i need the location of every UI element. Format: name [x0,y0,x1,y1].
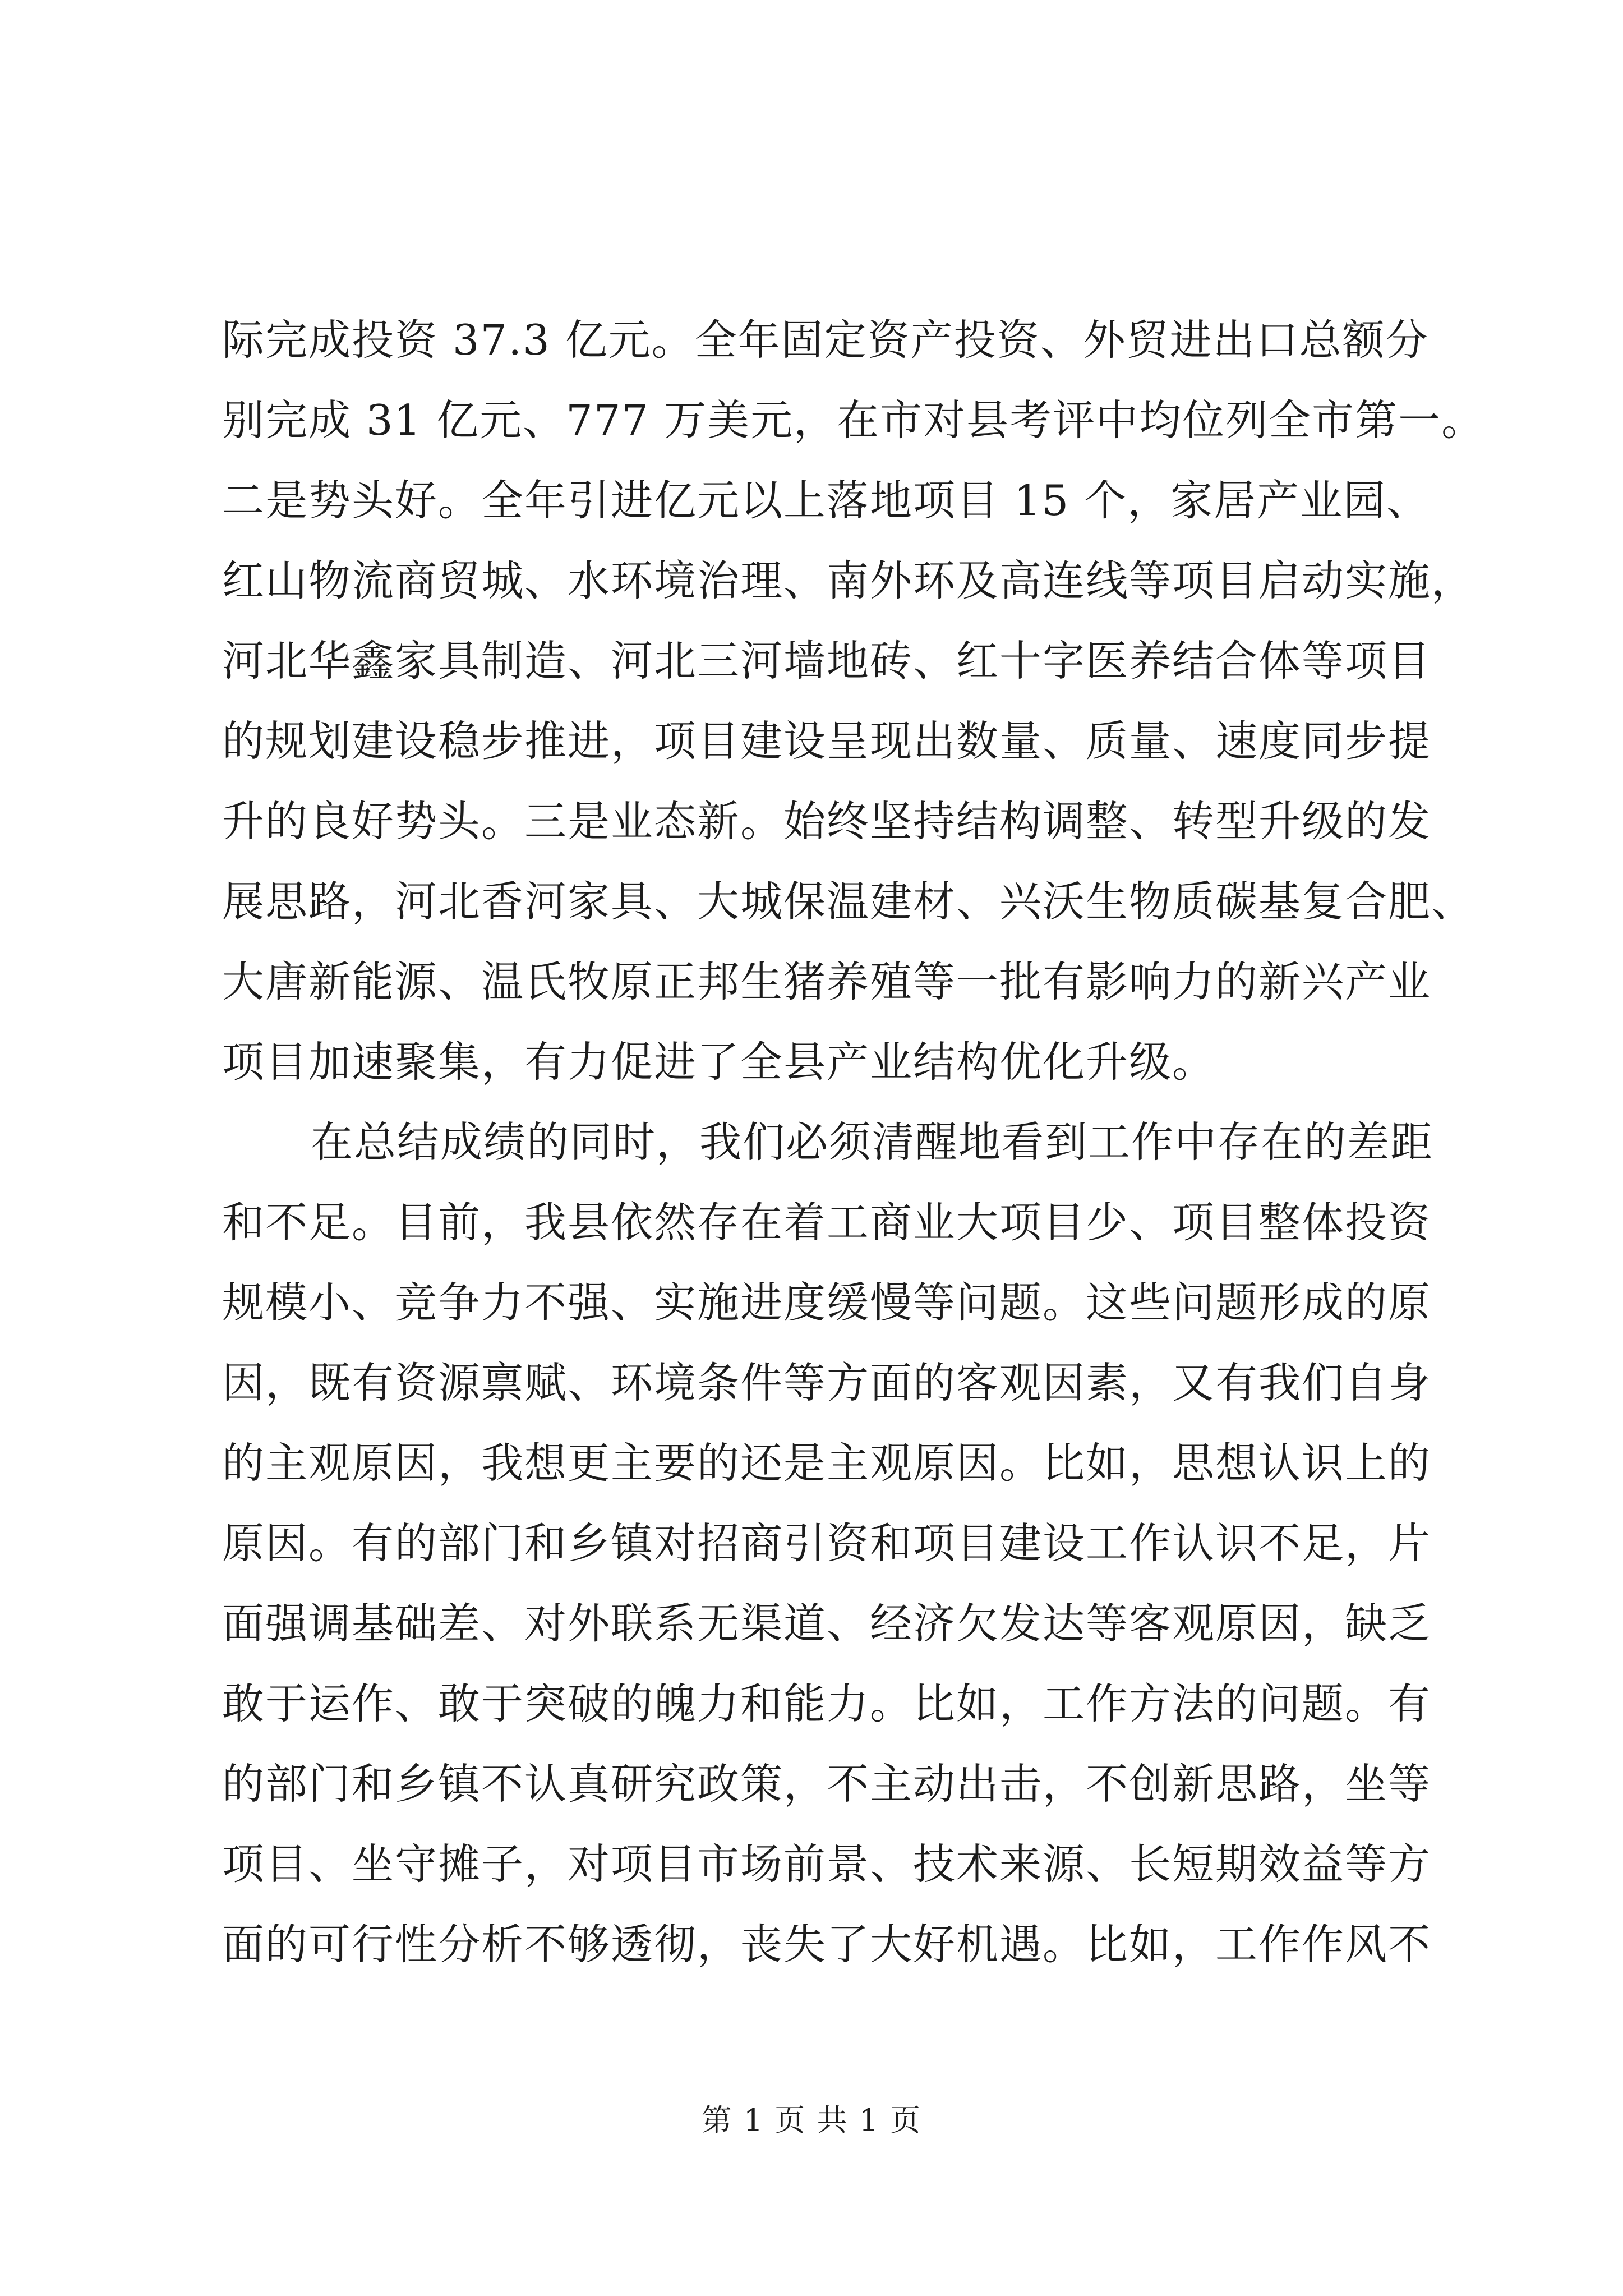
text-line: 和不足。目前，我县依然存在着工商业大项目少、项目整体投资 [222,1198,1432,1247]
page-number: 第 1 页 共 1 页 [701,2102,922,2138]
text-line: 因，既有资源禀赋、环境条件等方面的客观因素，又有我们自身 [222,1358,1432,1407]
text-line: 展思路，河北香河家具、大城保温建材、兴沃生物质碳基复合肥、 [222,877,1475,926]
text-line: 升的良好势头。三是业态新。始终坚持结构调整、转型升级的发 [222,797,1432,846]
text-line: 红山物流商贸城、水环境治理、南外环及高连线等项目启动实施， [222,556,1475,605]
text-line: 际完成投资 37.3 亿元。全年固定资产投资、外贸进出口总额分 [222,315,1429,365]
text-line: 原因。有的部门和乡镇对招商引资和项目建设工作认识不足，片 [222,1519,1432,1568]
text-line: 河北华鑫家具制造、河北三河墙地砖、红十字医养结合体等项目 [222,636,1432,685]
text-line: 的规划建设稳步推进，项目建设呈现出数量、质量、速度同步提 [222,716,1432,766]
text-line: 项目、坐守摊子，对项目市场前景、技术来源、长短期效益等方 [222,1839,1432,1889]
text-line: 面的可行性分析不够透彻，丧失了大好机遇。比如，工作作风不 [222,1920,1432,1969]
text-line: 的主观原因，我想更主要的还是主观原因。比如，思想认识上的 [222,1438,1432,1488]
text-line: 二是势头好。全年引进亿元以上落地项目 15 个，家居产业园、 [222,476,1430,525]
page-footer [0,2101,1623,2140]
text-line: 敢于运作、敢于突破的魄力和能力。比如，工作方法的问题。有 [222,1679,1432,1728]
text-line: 面强调基础差、对外联系无渠道、经济欠发达等客观原因，缺乏 [222,1599,1432,1648]
text-line: 项目加速聚集，有力促进了全县产业结构优化升级。 [222,1037,1216,1087]
text-line: 别完成 31 亿元、777 万美元，在市对县考评中均位列全市第一。 [222,395,1485,445]
paragraph-first-line: 在总结成绩的同时，我们必须清醒地看到工作中存在的差距 [311,1117,1434,1167]
text-line: 规模小、竞争力不强、实施进度缓慢等问题。这些问题形成的原 [222,1278,1432,1327]
text-line: 大唐新能源、温氏牧原正邦生猪养殖等一批有影响力的新兴产业 [222,957,1432,1006]
text-line: 的部门和乡镇不认真研究政策，不主动出击，不创新思路，坐等 [222,1759,1432,1809]
body-text [222,300,1485,1985]
